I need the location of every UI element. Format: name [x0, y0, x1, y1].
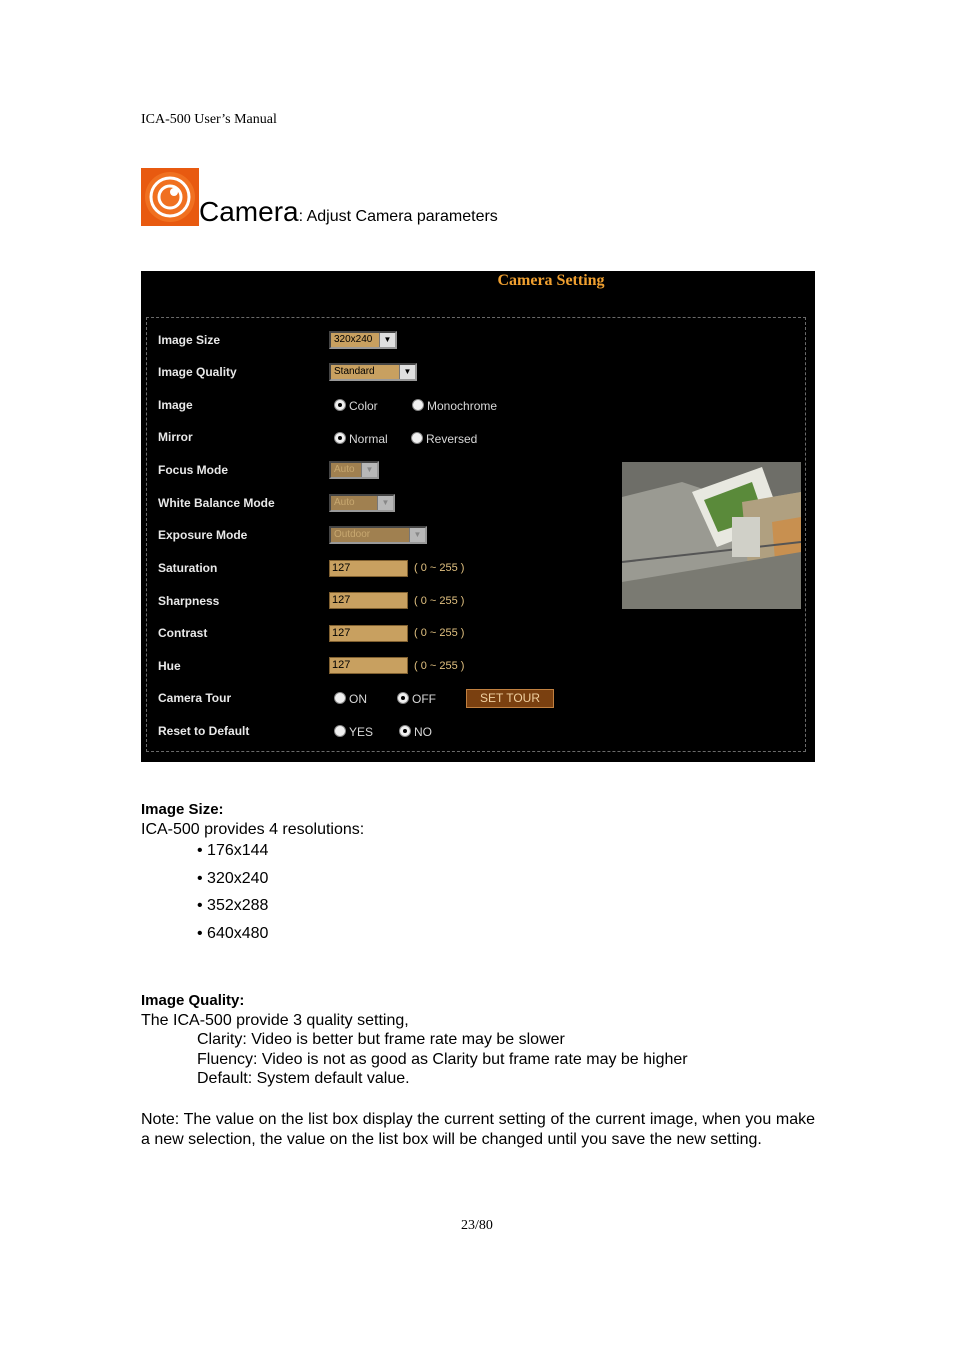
radio-dot — [411, 432, 423, 444]
image-quality-intro: The ICA-500 provide 3 quality setting, — [141, 1012, 409, 1029]
radio-color-label: Color — [349, 399, 378, 413]
section-subtitle: : Adjust Camera parameters — [298, 208, 498, 225]
label-sharpness: Sharpness — [158, 594, 220, 608]
radio-dot — [412, 399, 424, 411]
radio-reset-yes-label: YES — [349, 725, 374, 739]
radio-dot-selected — [397, 692, 409, 704]
saturation-input[interactable]: 127 — [329, 560, 408, 577]
label-camera-tour: Camera Tour — [158, 691, 232, 705]
image-size-select[interactable] — [329, 331, 397, 349]
list-item: • 352x288 — [197, 897, 269, 914]
label-saturation: Saturation — [158, 561, 218, 575]
radio-tour-on[interactable] — [334, 692, 367, 706]
running-header: ICA-500 User’s Manual — [141, 112, 277, 127]
label-image-size: Image Size — [158, 333, 221, 347]
label-image: Image — [158, 398, 193, 412]
image-size-intro: ICA-500 provides 4 resolutions: — [141, 821, 365, 838]
image-size-value: 320x240 — [334, 334, 373, 345]
image-quality-select[interactable] — [329, 363, 417, 381]
focus-mode-value: Auto — [334, 464, 355, 475]
radio-tour-off-label: OFF — [412, 692, 436, 706]
chevron-down-icon: ▼ — [399, 365, 415, 379]
exposure-mode-select[interactable] — [329, 526, 427, 544]
label-mirror: Mirror — [158, 430, 193, 444]
chevron-down-icon: ▼ — [379, 333, 395, 347]
list-item: Fluency: Video is not as good as Clarity but frame rate may be higher — [197, 1051, 688, 1068]
radio-dot-selected — [334, 399, 346, 411]
image-quality-heading: Image Quality: — [141, 992, 245, 1009]
camera-lens-icon — [141, 168, 199, 226]
radio-monochrome[interactable] — [412, 399, 497, 413]
focus-mode-select[interactable] — [329, 461, 379, 479]
radio-monochrome-label: Monochrome — [427, 399, 498, 413]
radio-normal[interactable] — [334, 432, 388, 446]
radio-dot — [334, 725, 346, 737]
chevron-down-icon: ▼ — [409, 528, 425, 542]
saturation-range: ( 0 ~ 255 ) — [414, 562, 465, 574]
radio-reversed-label: Reversed — [426, 432, 478, 446]
white-balance-value: Auto — [334, 497, 355, 508]
radio-dot-selected — [399, 725, 411, 737]
panel-title: Camera Setting — [497, 272, 605, 289]
set-tour-button[interactable]: SET TOUR — [466, 689, 554, 708]
hue-input[interactable]: 127 — [329, 657, 408, 674]
image-quality-value: Standard — [334, 366, 375, 377]
radio-reversed[interactable] — [411, 432, 477, 446]
label-hue: Hue — [158, 659, 181, 673]
sharpness-range: ( 0 ~ 255 ) — [414, 595, 465, 607]
list-item: • 176x144 — [197, 842, 269, 859]
radio-dot-selected — [334, 432, 346, 444]
list-item: Clarity: Video is better but frame rate may be slower — [197, 1031, 565, 1048]
exposure-mode-value: Outdoor — [334, 529, 371, 540]
radio-color[interactable] — [334, 399, 378, 413]
chevron-down-icon: ▼ — [361, 463, 377, 477]
section-title — [199, 196, 498, 228]
label-contrast: Contrast — [158, 626, 208, 640]
contrast-range: ( 0 ~ 255 ) — [414, 627, 465, 639]
note-paragraph: Note: The value on the list box display the current setting of the current image, when you make a new selection, the value on the list box will be changed until you save the new setting. — [141, 1111, 815, 1148]
label-image-quality: Image Quality — [158, 365, 237, 379]
section-title-text: Camera — [199, 196, 299, 227]
radio-reset-no[interactable] — [399, 725, 432, 739]
radio-dot — [334, 692, 346, 704]
label-exposure-mode: Exposure Mode — [158, 528, 248, 542]
list-item: Default: System default value. — [197, 1070, 410, 1087]
radio-reset-yes[interactable] — [334, 725, 373, 739]
label-focus-mode: Focus Mode — [158, 463, 229, 477]
radio-tour-on-label: ON — [349, 692, 367, 706]
sharpness-input[interactable]: 127 — [329, 592, 408, 609]
radio-normal-label: Normal — [349, 432, 388, 446]
label-reset-default: Reset to Default — [158, 724, 250, 738]
camera-preview-image — [622, 462, 801, 609]
contrast-input[interactable]: 127 — [329, 625, 408, 642]
page-number: 23/80 — [461, 1218, 493, 1233]
image-size-heading: Image Size: — [141, 801, 224, 818]
radio-reset-no-label: NO — [414, 725, 432, 739]
chevron-down-icon: ▼ — [377, 496, 393, 510]
list-item: • 320x240 — [197, 870, 269, 887]
radio-tour-off[interactable] — [397, 692, 436, 706]
list-item: • 640x480 — [197, 925, 269, 942]
label-white-balance: White Balance Mode — [158, 496, 275, 510]
white-balance-select[interactable] — [329, 494, 395, 512]
hue-range: ( 0 ~ 255 ) — [414, 660, 465, 672]
